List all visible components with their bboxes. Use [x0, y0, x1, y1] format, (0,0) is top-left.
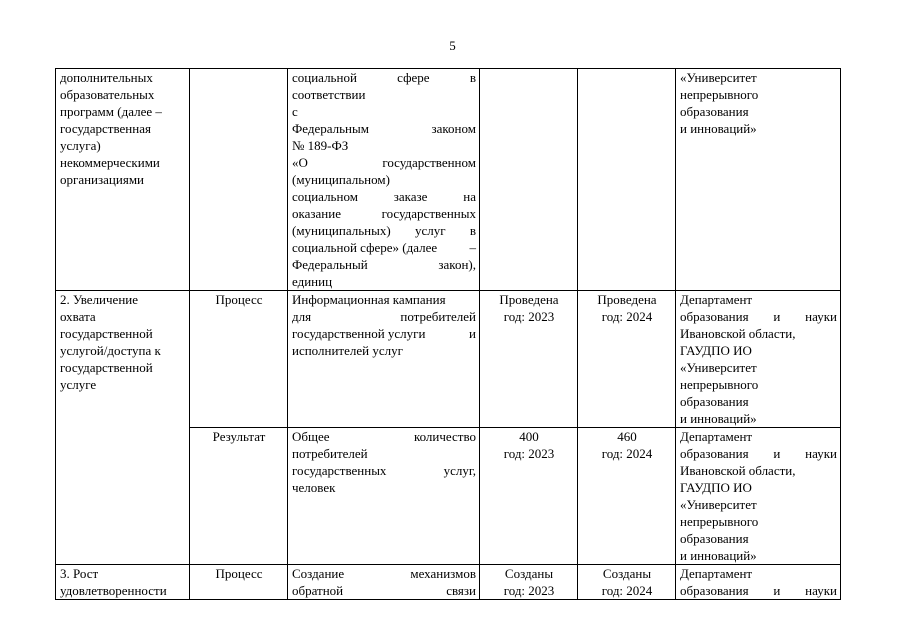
- goal-cell: 2. Увеличение охвата государственной услугой/доступа к государственной услуге: [56, 291, 190, 565]
- base-value-cell: 400 год: 2023: [480, 428, 578, 565]
- type-cell: Процесс: [190, 291, 288, 428]
- indicator-cell: Создание механизмов обратной связи: [288, 565, 480, 600]
- page-number: 5: [449, 38, 456, 53]
- target-value-cell: Проведена год: 2024: [578, 291, 676, 428]
- target-value-cell: Созданы год: 2024: [578, 565, 676, 600]
- base-value-cell: Проведена год: 2023: [480, 291, 578, 428]
- base-value-cell: [480, 69, 578, 291]
- responsible-cell: Департамент образования и науки Ивановской области, ГАУДПО ИО «Университет непрерывного образования и инноваций»: [676, 291, 841, 428]
- table-row: [56, 291, 841, 428]
- table-row: [56, 69, 841, 291]
- type-cell: Процесс: [190, 565, 288, 600]
- target-value-cell: [578, 69, 676, 291]
- plan-table: [55, 68, 841, 600]
- type-cell: Результат: [190, 428, 288, 565]
- responsible-cell: Департамент образования и науки Ивановской области, ГАУДПО ИО «Университет непрерывного образования и инноваций»: [676, 428, 841, 565]
- indicator-cell: Общее количество потребителей государственных услуг, человек: [288, 428, 480, 565]
- base-value-cell: Созданы год: 2023: [480, 565, 578, 600]
- indicator-cell: Информационная кампания для потребителей государственной услуги и исполнителей услуг: [288, 291, 480, 428]
- type-cell: [190, 69, 288, 291]
- table-row: [56, 565, 841, 600]
- goal-cell: дополнительных образовательных программ (далее – государственная услуга) некоммерческими организациями: [56, 69, 190, 291]
- responsible-cell: Департамент образования и науки: [676, 565, 841, 600]
- responsible-cell: «Университет непрерывного образования и инноваций»: [676, 69, 841, 291]
- indicator-cell: социальной сфере в соответствии с Федеральным законом № 189-ФЗ «О государственном (муниципальном) социальном заказе на оказание государственных (муниципальных) услуг в социальной сфере» (далее – Федеральный закон), единиц: [288, 69, 480, 291]
- goal-cell: 3. Рост удовлетворенности: [56, 565, 190, 600]
- target-value-cell: 460 год: 2024: [578, 428, 676, 565]
